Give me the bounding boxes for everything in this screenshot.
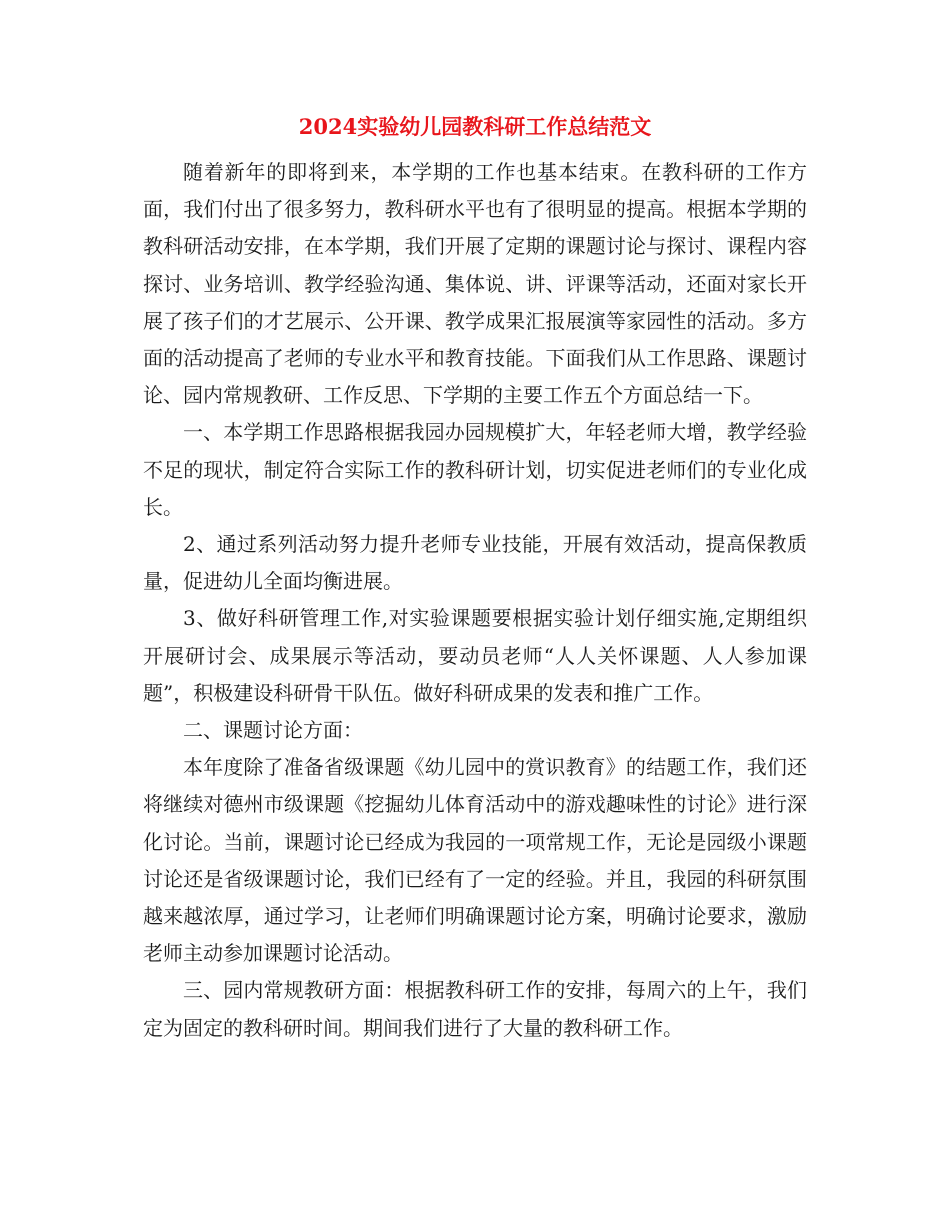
document-body	[143, 154, 807, 1047]
section-heading-research: 二、课题讨论方面：	[183, 718, 363, 743]
document-title: 2024实验幼儿园教科研工作总结范文	[298, 114, 652, 139]
paragraph-routine-research: 三、园内常规教研方面：根据教科研工作的安排，每周六的上午，我们定为固定的教科研时间。期间我们进行了大量的教科研工作。	[143, 978, 807, 1040]
paragraph-research: 本年度除了准备省级课题《幼儿园中的赏识教育》的结题工作，我们还将继续对德州市级课题《挖掘幼儿体育活动中的游戏趣味性的讨论》进行深化讨论。当前，课题讨论已经成为我园的一项常规工作，无论是园级小课题讨论还是省级课题讨论，我们已经有了一定的经验。并且，我园的科研氛围越来越浓厚，通过学习，让老师们明确课题讨论方案，明确讨论要求，激励老师主动参加课题讨论活动。	[143, 755, 807, 966]
paragraph-item-3: 3、做好科研管理工作,对实验课题要根据实验计划仔细实施,定期组织开展研讨会、成果展示等活动，要动员老师“人人关怀课题、人人参加课题”，积极建设科研骨干队伍。做好科研成果的发表和推广工作。	[143, 606, 807, 705]
paragraph-work-approach: 一、本学期工作思路根据我园办园规模扩大，年轻老师大增，教学经验不足的现状，制定符合实际工作的教科研计划，切实促进老师们的专业化成长。	[143, 420, 807, 519]
paragraph-intro: 随着新年的即将到来，本学期的工作也基本结束。在教科研的工作方面，我们付出了很多努力，教科研水平也有了很明显的提高。根据本学期的教科研活动安排，在本学期，我们开展了定期的课题讨论与探讨、课程内容探讨、业务培训、教学经验沟通、集体说、讲、评课等活动，还面对家长开展了孩子们的才艺展示、公开课、教学成果汇报展演等家园性的活动。多方面的活动提高了老师的专业水平和教育技能。下面我们从工作思路、课题讨论、园内常规教研、工作反思、下学期的主要工作五个方面总结一下。	[143, 160, 807, 408]
paragraph-item-2: 2、通过系列活动努力提升老师专业技能，开展有效活动，提高保教质量，促进幼儿全面均衡进展。	[143, 532, 807, 594]
